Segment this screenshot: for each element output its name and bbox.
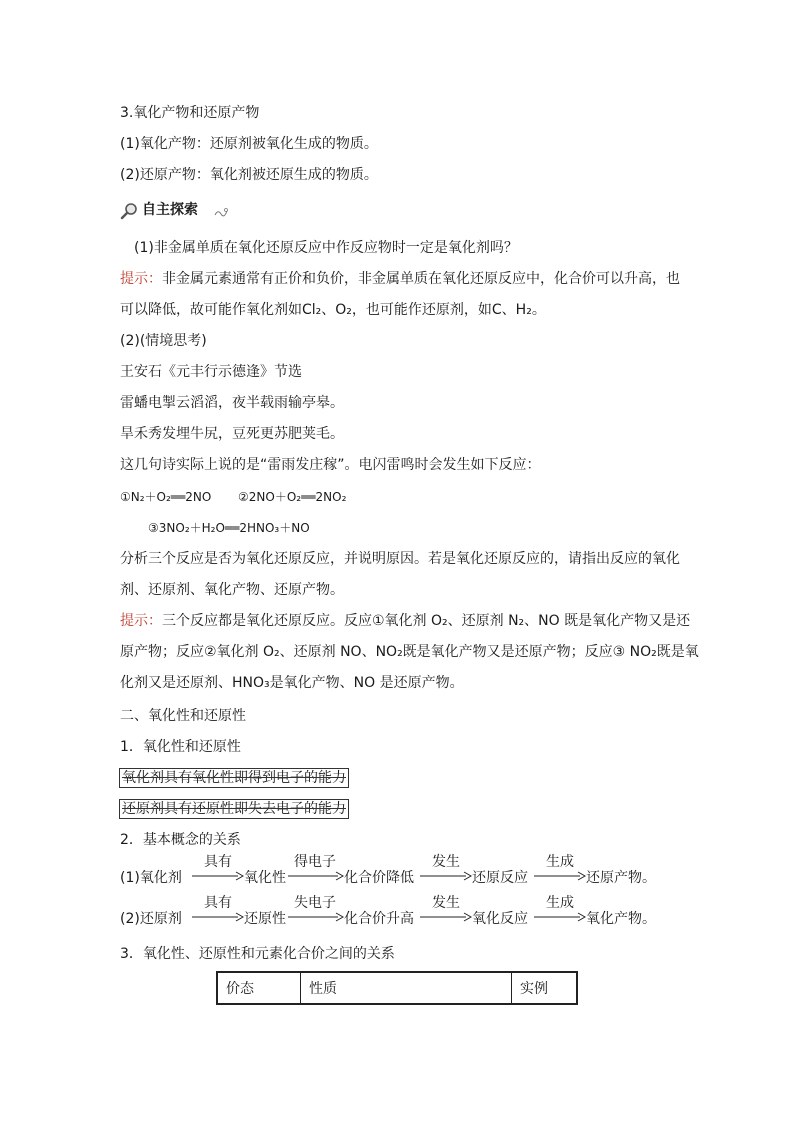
flow-node: 氧化性 (244, 870, 286, 886)
magnifier-icon (120, 202, 138, 220)
flow-start: (1)氧化剂 (120, 870, 182, 886)
question-1: (1)非金属单质在氧化还原反应中作反应物时一定是氧化剂吗？ (134, 240, 518, 256)
hint-1-text-a: 非金属元素通常有正价和负价，非金属单质在氧化还原反应中，化合价可以升高，也 (162, 271, 680, 287)
section3-title: 3.氧化产物和还原产物 (120, 105, 260, 121)
definition-box-oxidant (119, 768, 349, 788)
table-header-cell: 实例 (512, 972, 578, 1004)
definition-box-reductant-text: 还原剂具有还原性即失去电子的能力 (122, 801, 346, 817)
hint-label: 提示： (120, 613, 162, 629)
definition-box-oxidant-text: 氧化剂具有氧化性即得到电子的能力 (122, 770, 346, 786)
flow-arrow-label: 具有 (204, 895, 232, 911)
flow-arrow-label: 生成 (546, 895, 574, 911)
subsection-2-title: 2．基本概念的关系 (120, 832, 241, 848)
flow-arrow-label: 发生 (432, 895, 460, 911)
hint-label: 提示： (120, 271, 162, 287)
squiggle-decoration-icon (214, 205, 228, 219)
flow-end: 氧化产物。 (586, 911, 656, 927)
reduction-product-definition: (2)还原产物：氧化剂被还原生成的物质。 (120, 167, 378, 183)
table-header-cell: 性质 (301, 972, 512, 1004)
poem-title: 王安石《元丰行示德逢》节选 (120, 364, 302, 380)
flow-arrow-label: 失电子 (294, 895, 336, 911)
subsection-3-title: 3．氧化性、还原性和元素化合价之间的关系 (120, 946, 395, 962)
hint-2-line-1 (120, 611, 690, 631)
oxidation-product-definition: (1)氧化产物：还原剂被氧化生成的物质。 (120, 136, 378, 152)
right-arrow-icon (420, 871, 472, 881)
hint-2-line-3: 化剂又是还原剂、HNO₃是氧化产物、NO 是还原产物。 (120, 675, 464, 691)
poem-line-1: 雷蟠电掣云滔滔，夜半载雨输亭皋。 (120, 395, 344, 411)
right-arrow-icon (288, 871, 344, 881)
poem-description: 这几句诗实际上说的是“雷雨发庄稼”。电闪雷鸣时会发生如下反应： (120, 457, 541, 473)
hint-1-line-1 (120, 269, 680, 289)
definition-box-reductant (119, 799, 349, 819)
valence-property-table (216, 971, 578, 1005)
poem-line-2: 旱禾秀发埋牛尻，豆死更苏肥荚毛。 (120, 426, 344, 442)
flow-node: 还原性 (244, 911, 286, 927)
explore-heading (118, 199, 230, 221)
flow-node: 氧化反应 (472, 911, 528, 927)
right-arrow-icon (192, 912, 244, 922)
table-header-cell: 价态 (217, 972, 301, 1004)
question-2-label: (2)(情境思考) (120, 333, 207, 349)
flow-arrow-label: 得电子 (294, 854, 336, 870)
flow-start: (2)还原剂 (120, 911, 182, 927)
reaction-2: ②2NO＋O₂══2NO₂ (238, 490, 347, 504)
flow-node: 化合价降低 (344, 870, 414, 886)
reaction-3: ③3NO₂＋H₂O══2HNO₃＋NO (148, 521, 310, 535)
concept-flow-oxidant (120, 854, 680, 887)
flow-node: 化合价升高 (344, 911, 414, 927)
flow-arrow-label: 发生 (432, 854, 460, 870)
hint-2-text-a: 三个反应都是氧化还原反应。反应①氧化剂 O₂、还原剂 N₂、NO 既是氧化产物又是还 (162, 613, 691, 629)
right-arrow-icon (192, 871, 244, 881)
table-header-row (217, 972, 577, 1004)
question-2-text-a: 分析三个反应是否为氧化还原反应，并说明原因。若是氧化还原反应的，请指出反应的氧化 (120, 551, 680, 567)
flow-arrow-label: 生成 (546, 854, 574, 870)
subsection-1-title: 1．氧化性和还原性 (120, 739, 241, 755)
right-arrow-icon (420, 912, 472, 922)
right-arrow-icon (534, 912, 586, 922)
right-arrow-icon (534, 871, 586, 881)
hint-2-line-2: 原产物；反应②氧化剂 O₂、还原剂 NO、NO₂既是氧化产物又是还原产物；反应③ NO₂既是氧 (120, 644, 699, 660)
flow-node: 还原反应 (472, 870, 528, 886)
flow-arrow-label: 具有 (204, 854, 232, 870)
flow-end: 还原产物。 (586, 870, 656, 886)
hint-1-line-2: 可以降低，故可能作氧化剂如Cl₂、O₂，也可能作还原剂，如C、H₂。 (120, 302, 546, 318)
section2-title: 二、氧化性和还原性 (120, 708, 246, 724)
question-2-text-b: 剂、还原剂、氧化产物、还原产物。 (120, 582, 344, 598)
right-arrow-icon (288, 912, 344, 922)
explore-heading-title: 自主探索 (142, 202, 198, 218)
reaction-1: ①N₂＋O₂══2NO (120, 490, 212, 504)
concept-flow-reductant (120, 895, 680, 928)
